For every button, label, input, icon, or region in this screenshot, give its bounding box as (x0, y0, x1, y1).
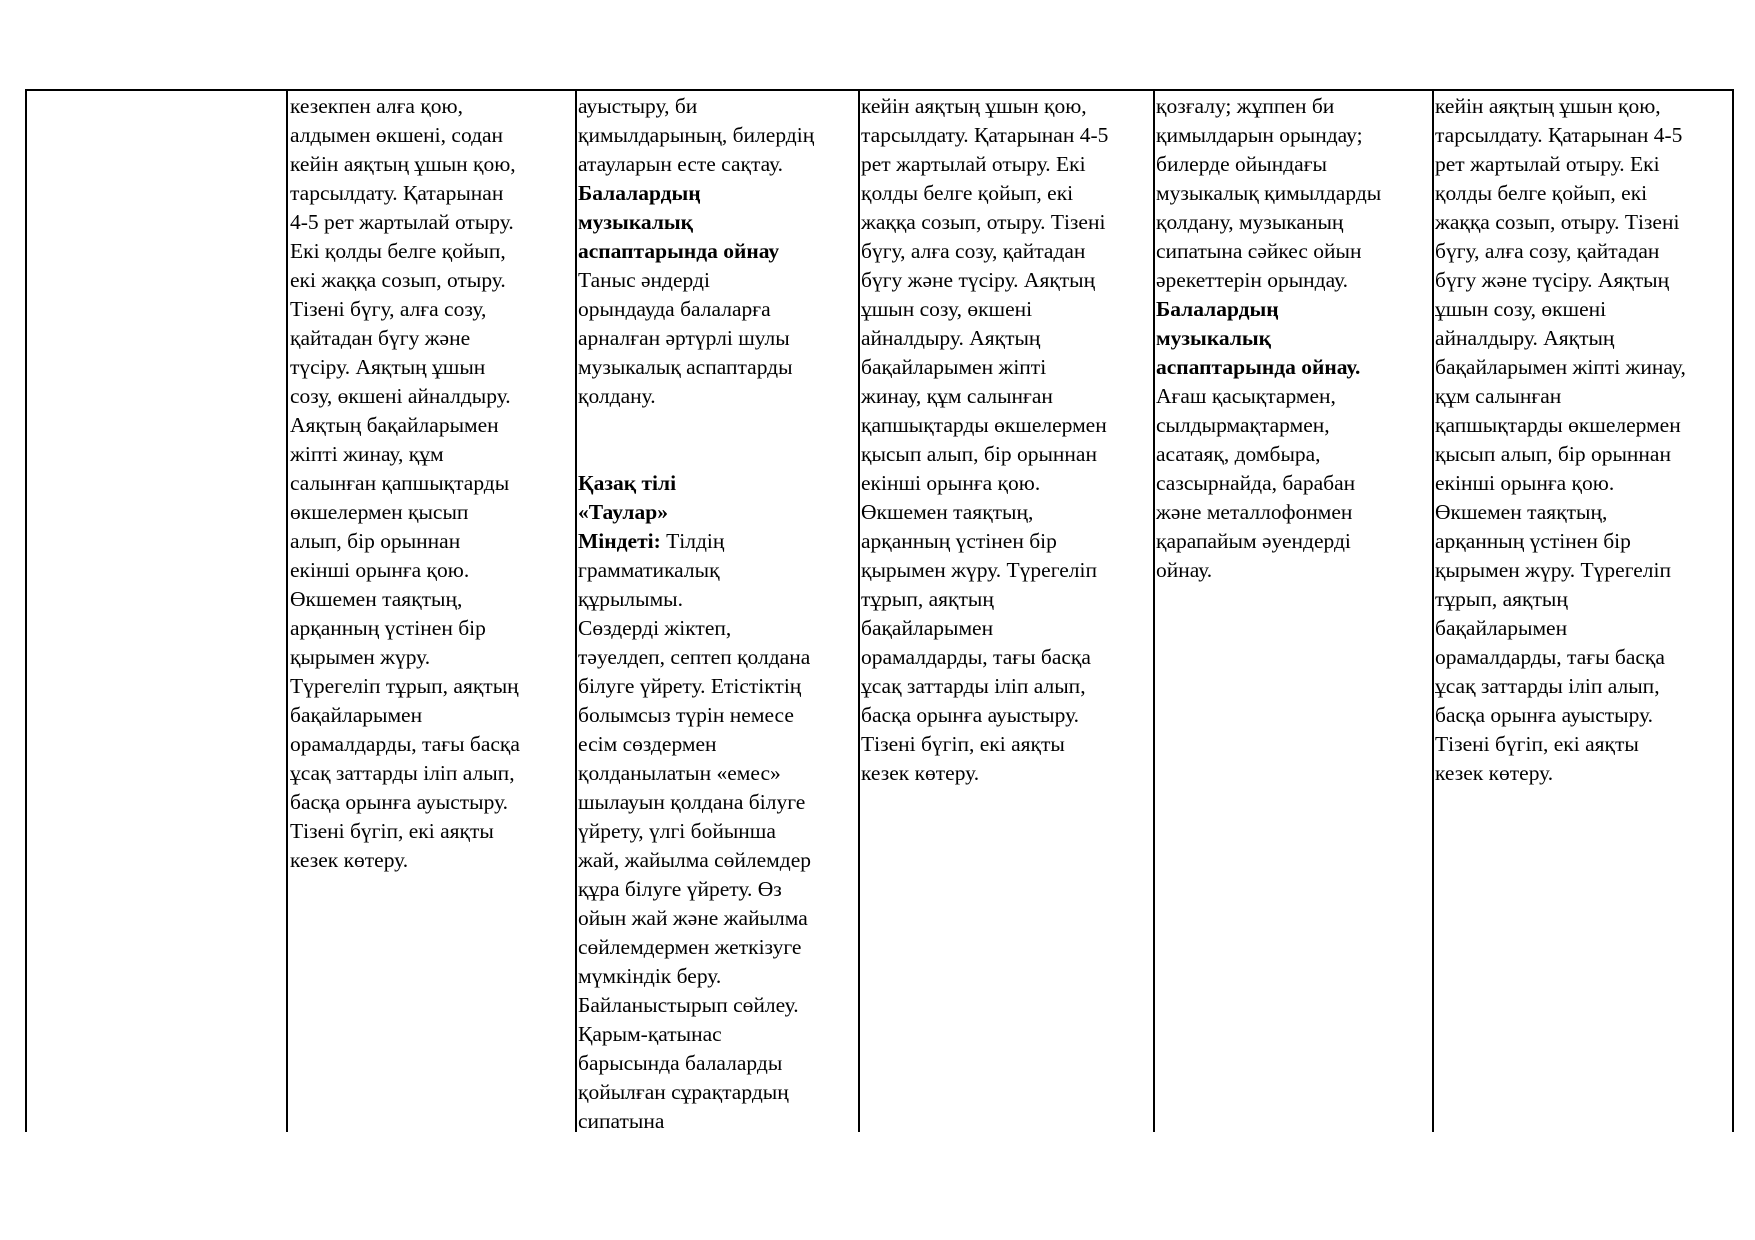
text-line: екінші орынға қою. (290, 558, 470, 582)
text-line: орамалдарды, тағы басқа (1435, 645, 1665, 669)
text-line: қолданылатын «емес» (578, 761, 781, 785)
col1-text (290, 92, 572, 875)
text-line: Тізені бүгіп, екі аяқты (290, 819, 494, 843)
text-line: сылдырмақтармен, (1156, 413, 1330, 437)
col2-task-first-line (578, 527, 856, 556)
col4-intro-text (1156, 92, 1430, 295)
text-line: ауыстыру, би (578, 94, 698, 118)
text-line: қолды белге қойып, екі (1435, 181, 1648, 205)
text-line: екінші орынға қою. (1435, 471, 1615, 495)
column-divider-4 (1153, 89, 1155, 1132)
text-line: асатаяқ, домбыра, (1156, 442, 1321, 466)
text-line: орамалдарды, тағы басқа (290, 732, 520, 756)
text-line: тарсылдату. Қатарынан 4-5 (861, 123, 1109, 147)
text-line: Байланыстырып сөйлеу. (578, 993, 799, 1017)
text-line: кейін аяқтың ұшын қою, (861, 94, 1087, 118)
text-line: бүгу және түсіру. Аяқтың (1435, 268, 1670, 292)
task-first-text: Тілдің (660, 529, 725, 553)
text-line: кейін аяқтың ұшын қою, (290, 152, 516, 176)
text-line: рет жартылай отыру. Екі (1435, 152, 1660, 176)
col4-music-text (1156, 382, 1430, 585)
text-line: бүгу, алға созу, қайтадан (1435, 239, 1660, 263)
text-line: Тізені бүгіп, екі аяқты (1435, 732, 1639, 756)
text-line: құм салынған (1435, 384, 1562, 408)
text-line: Балалардың (578, 181, 701, 205)
text-line: алып, бір орыннан (290, 529, 461, 553)
text-line: бақайларымен (290, 703, 423, 727)
text-line: мүмкіндік беру. (578, 964, 722, 988)
text-line: бақайларымен (861, 616, 994, 640)
text-line: билерде ойындағы (1156, 152, 1327, 176)
col2-music-text (578, 266, 856, 411)
text-line: өкшелермен қысып (290, 500, 469, 524)
text-line: есім сөздермен (578, 732, 717, 756)
col3-text (861, 92, 1151, 788)
table-cell-col5 (1435, 92, 1731, 788)
text-line: қарапайым әуендерді (1156, 529, 1351, 553)
table-cell-col4 (1156, 92, 1430, 585)
text-line: Өкшемен таяқтың, (861, 500, 1034, 524)
text-line: шылауын қолдана білуге (578, 790, 806, 814)
column-divider-3 (858, 89, 860, 1132)
text-line: музыкалық аспаптарды (578, 355, 793, 379)
table-border-left (25, 89, 27, 1132)
text-line: қолды белге қойып, екі (861, 181, 1074, 205)
text-line: жаққа созып, отыру. Тізені (1435, 210, 1680, 234)
text-line: атауларын есте сақтау. (578, 152, 784, 176)
text-line: қырымен жүру. Түрегеліп (1435, 558, 1671, 582)
text-line: 4-5 рет жартылай отыру. (290, 210, 514, 234)
text-line: жай, жайылма сөйлемдер (578, 848, 812, 872)
text-line: жаққа созып, отыру. Тізені (861, 210, 1106, 234)
text-line: орамалдарды, тағы басқа (861, 645, 1091, 669)
text-line: ұсақ заттарды іліп алып, (290, 761, 515, 785)
text-line: басқа орынға ауыстыру. (861, 703, 1080, 727)
text-line: екі жаққа созып, отыру. (290, 268, 506, 292)
text-line: әрекеттерін орындау. (1156, 268, 1349, 292)
text-line: қозғалу; жұппен би (1156, 94, 1335, 118)
text-line: екінші орынға қою. (861, 471, 1041, 495)
text-line: кезек көтеру. (861, 761, 980, 785)
text-line: қайтадан бүгу және (290, 326, 471, 350)
text-line: аспаптарында ойнау (578, 239, 780, 263)
text-line: қысып алып, бір орыннан (861, 442, 1097, 466)
text-line: ойын жай және жайылма (578, 906, 808, 930)
text-line: Таныс әндерді (578, 268, 710, 292)
text-line: арқанның үстінен бір (1435, 529, 1631, 553)
text-line: рет жартылай отыру. Екі (861, 152, 1086, 176)
text-line: Тізені бүгу, алға созу, (290, 297, 487, 321)
text-line: және металлофонмен (1156, 500, 1353, 524)
text-line: қырымен жүру. (290, 645, 431, 669)
text-line: барысында балаларды (578, 1051, 783, 1075)
text-line: кейін аяқтың ұшын қою, (1435, 94, 1661, 118)
text-line: аспаптарында ойнау. (1156, 355, 1361, 379)
text-line: түсіру. Аяқтың ұшын (290, 355, 486, 379)
text-line: сазсырнайда, барабан (1156, 471, 1356, 495)
text-line: қойылған сұрақтардың (578, 1080, 789, 1104)
text-line: тұрып, аяқтың (1435, 587, 1568, 611)
text-line: Қазақ тілі (578, 471, 677, 495)
text-line: Түрегеліп тұрып, аяқтың (290, 674, 519, 698)
text-line: кезек көтеру. (290, 848, 409, 872)
col2-spacer (578, 411, 856, 469)
text-line: қолдану. (578, 384, 656, 408)
col4-music-heading (1156, 295, 1430, 382)
text-line: бақайларымен (1435, 616, 1568, 640)
text-line: ойнау. (1156, 558, 1213, 582)
text-line: Екі қолды белге қойып, (290, 239, 506, 263)
text-line: үйрету, үлгі бойынша (578, 819, 776, 843)
col2-intro-text (578, 92, 856, 179)
text-line: арналған әртүрлі шулы (578, 326, 790, 350)
text-line: Тізені бүгіп, екі аяқты (861, 732, 1065, 756)
text-line: «Таулар» (578, 500, 668, 524)
text-line: кезек көтеру. (1435, 761, 1554, 785)
text-line: Қарым-қатынас (578, 1022, 722, 1046)
text-line: қимылдарының, билердің (578, 123, 815, 147)
text-line: музыкалық (578, 210, 694, 234)
text-line: қысып алып, бір орыннан (1435, 442, 1671, 466)
text-line: салынған қапшықтарды (290, 471, 510, 495)
text-line: қырымен жүру. Түрегеліп (861, 558, 1097, 582)
text-line: тарсылдату. Қатарынан (290, 181, 504, 205)
text-line: тарсылдату. Қатарынан 4-5 (1435, 123, 1683, 147)
text-line: Өкшемен таяқтың, (290, 587, 463, 611)
text-line: қапшықтарды өкшелермен (1435, 413, 1681, 437)
text-line: Сөздерді жіктеп, (578, 616, 732, 640)
text-line: жіпті жинау, құм (290, 442, 444, 466)
col2-subject-heading (578, 469, 856, 527)
col2-task-text (578, 556, 856, 1136)
text-line: кезекпен алға қою, (290, 94, 463, 118)
text-line: білуге үйрету. Етістіктің (578, 674, 802, 698)
text-line: ұсақ заттарды іліп алып, (1435, 674, 1660, 698)
text-line: Балалардың (1156, 297, 1279, 321)
text-line: Өкшемен таяқтың, (1435, 500, 1608, 524)
text-line: бақайларымен жіпті жинау, (1435, 355, 1686, 379)
text-line: айналдыру. Аяқтың (1435, 326, 1615, 350)
task-label: Міндеті: (578, 529, 661, 553)
text-line: тұрып, аяқтың (861, 587, 994, 611)
text-line: тәуелдеп, септеп қолдана (578, 645, 811, 669)
text-line: сипатына сәйкес ойын (1156, 239, 1362, 263)
table-cell-col1 (290, 92, 572, 875)
text-line: болымсыз түрін немесе (578, 703, 794, 727)
text-line: басқа орынға ауыстыру. (1435, 703, 1654, 727)
text-line: Ағаш қасықтармен, (1156, 384, 1336, 408)
text-line: созу, өкшені айналдыру. (290, 384, 511, 408)
table-cell-col3 (861, 92, 1151, 788)
text-line: қолдану, музыканың (1156, 210, 1344, 234)
col5-text (1435, 92, 1731, 788)
table-border-right (1732, 89, 1734, 1132)
text-line: грамматикалық (578, 558, 720, 582)
text-line: бүгу және түсіру. Аяқтың (861, 268, 1096, 292)
text-line: ұшын созу, өкшені (861, 297, 1033, 321)
table-top-border (25, 89, 1734, 91)
text-line: айналдыру. Аяқтың (861, 326, 1041, 350)
text-line: сөйлемдермен жеткізуге (578, 935, 802, 959)
text-line: қимылдарын орындау; (1156, 123, 1363, 147)
text-line: алдымен өкшені, содан (290, 123, 504, 147)
text-line: Аяқтың бақайларымен (290, 413, 499, 437)
text-line: сипатына (578, 1109, 665, 1133)
text-line: музыкалық қимылдарды (1156, 181, 1382, 205)
column-divider-1 (286, 89, 288, 1132)
text-line: музыкалық (1156, 326, 1272, 350)
text-line: орындауда балаларға (578, 297, 771, 321)
text-line: қапшықтарды өкшелермен (861, 413, 1107, 437)
text-line: басқа орынға ауыстыру. (290, 790, 509, 814)
text-line: арқанның үстінен бір (861, 529, 1057, 553)
text-line: ұшын созу, өкшені (1435, 297, 1607, 321)
col2-music-heading (578, 179, 856, 266)
text-line: жинау, құм салынған (861, 384, 1053, 408)
column-divider-5 (1432, 89, 1434, 1132)
text-line: ұсақ заттарды іліп алып, (861, 674, 1086, 698)
column-divider-2 (575, 89, 577, 1132)
text-line: бақайларымен жіпті (861, 355, 1047, 379)
table-cell-col2 (578, 92, 856, 1136)
text-line: арқанның үстінен бір (290, 616, 486, 640)
text-line: бүгу, алға созу, қайтадан (861, 239, 1086, 263)
text-line: құрылымы. (578, 587, 683, 611)
text-line: құра білуге үйрету. Өз (578, 877, 782, 901)
